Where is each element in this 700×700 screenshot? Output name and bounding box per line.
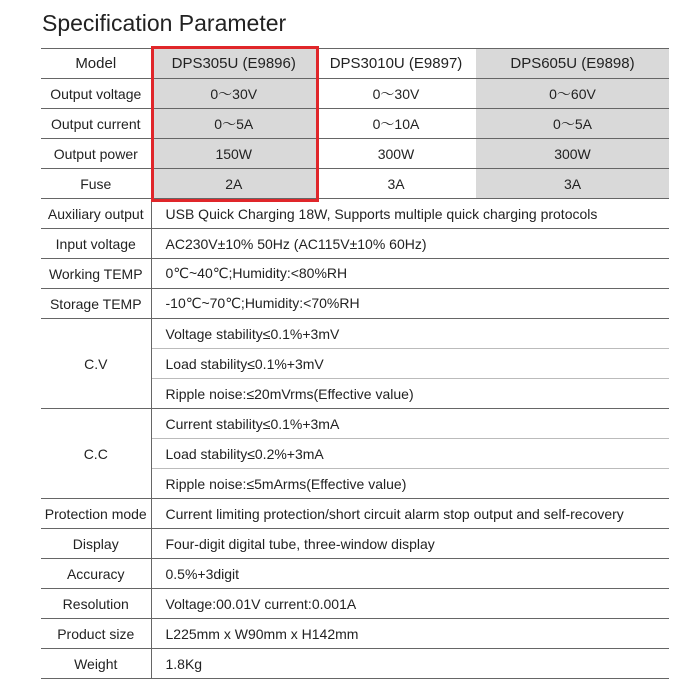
cell-value: 300W — [316, 139, 476, 169]
row-label: Accuracy — [41, 559, 151, 589]
table-row — [41, 319, 669, 349]
row-label-cv: C.V — [41, 319, 151, 409]
row-label: Output current — [41, 109, 151, 139]
cell-value: L225mm x W90mm x H142mm — [151, 619, 669, 649]
cell-value: 3A — [476, 169, 669, 199]
cell-value: 0℃~40℃;Humidity:<80%RH — [151, 259, 669, 289]
cell-value: 300W — [476, 139, 669, 169]
cell-value: Current limiting protection/short circuit alarm stop output and self-recovery — [151, 499, 669, 529]
cell-value: 150W — [151, 139, 316, 169]
table-row — [41, 229, 669, 259]
cell-value: 0.5%+3digit — [151, 559, 669, 589]
table-row — [41, 169, 669, 199]
cell-value: Voltage:00.01V current:0.001A — [151, 589, 669, 619]
row-label-cc: C.C — [41, 409, 151, 499]
cell-value: 0～10A — [316, 109, 476, 139]
cell-value: AC230V±10% 50Hz (AC115V±10% 60Hz) — [151, 229, 669, 259]
cell-value: -10℃~70℃;Humidity:<70%RH — [151, 289, 669, 319]
row-label: Product size — [41, 619, 151, 649]
cell-value: 1.8Kg — [151, 649, 669, 679]
spec-table — [41, 48, 669, 679]
cell-value: 0～5A — [476, 109, 669, 139]
cell-value: Load stability≤0.2%+3mA — [151, 439, 669, 469]
cell-value: 0～5A — [151, 109, 316, 139]
cell-value: Load stability≤0.1%+3mV — [151, 349, 669, 379]
header-row — [41, 49, 669, 79]
row-label: Weight — [41, 649, 151, 679]
row-label: Resolution — [41, 589, 151, 619]
cell-value: 0～30V — [316, 79, 476, 109]
table-row — [41, 649, 669, 679]
cell-value: 0～30V — [151, 79, 316, 109]
row-label: Display — [41, 529, 151, 559]
table-row — [41, 589, 669, 619]
row-label: Fuse — [41, 169, 151, 199]
table-row — [41, 529, 669, 559]
cell-value: USB Quick Charging 18W, Supports multiple quick charging protocols — [151, 199, 669, 229]
row-label: Output power — [41, 139, 151, 169]
cell-value: Four-digit digital tube, three-window display — [151, 529, 669, 559]
model-label: Model — [41, 49, 151, 79]
model-dps305u: DPS305U (E9896) — [151, 49, 316, 79]
cell-value: 2A — [151, 169, 316, 199]
model-dps3010u: DPS3010U (E9897) — [316, 49, 476, 79]
table-row — [41, 79, 669, 109]
cell-value: Voltage stability≤0.1%+3mV — [151, 319, 669, 349]
row-label: Auxiliary output — [41, 199, 151, 229]
row-label: Protection mode — [41, 499, 151, 529]
model-dps605u: DPS605U (E9898) — [476, 49, 669, 79]
table-row — [41, 109, 669, 139]
table-row — [41, 259, 669, 289]
table-row — [41, 289, 669, 319]
row-label: Output voltage — [41, 79, 151, 109]
cell-value: Ripple noise:≤20mVrms(Effective value) — [151, 379, 669, 409]
table-row — [41, 139, 669, 169]
table-row — [41, 499, 669, 529]
row-label: Input voltage — [41, 229, 151, 259]
table-row — [41, 559, 669, 589]
row-label: Storage TEMP — [41, 289, 151, 319]
page-title: Specification Parameter — [42, 10, 287, 36]
table-row — [41, 199, 669, 229]
cell-value: 0～60V — [476, 79, 669, 109]
table-row — [41, 409, 669, 439]
cell-value: 3A — [316, 169, 476, 199]
cell-value: Ripple noise:≤5mArms(Effective value) — [151, 469, 669, 499]
row-label: Working TEMP — [41, 259, 151, 289]
cell-value: Current stability≤0.1%+3mA — [151, 409, 669, 439]
table-row — [41, 619, 669, 649]
